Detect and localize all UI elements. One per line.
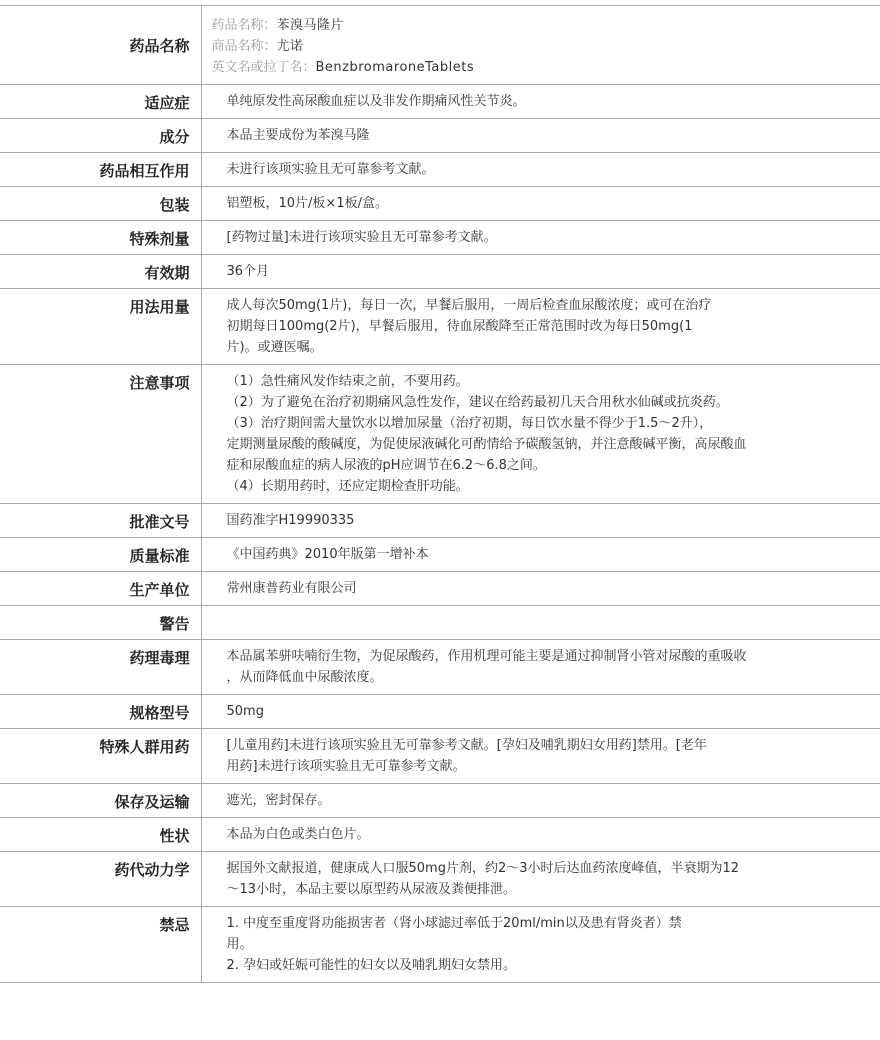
row-label: 适应症: [0, 85, 201, 119]
table-row: [0, 695, 880, 729]
generic-name-line: [212, 15, 871, 36]
row-label: 药代动力学: [0, 852, 201, 907]
row-label: 用法用量: [0, 289, 201, 365]
drug-info-body: [0, 6, 880, 983]
value-line: 50mg: [226, 704, 264, 719]
value-line: 36个月: [226, 264, 270, 279]
row-label: 药品名称: [0, 6, 201, 85]
table-row: [0, 187, 880, 221]
row-value: [201, 85, 880, 119]
trade-name-line: [212, 36, 871, 57]
value-line: （1）急性痛风发作结束之前，不要用药。: [226, 374, 469, 389]
row-value: [201, 504, 880, 538]
row-label: 性状: [0, 818, 201, 852]
row-label: 警告: [0, 606, 201, 640]
english-name-line: [212, 57, 871, 78]
table-row: [0, 852, 880, 907]
table-row: [0, 729, 880, 784]
table-row: [0, 119, 880, 153]
row-value: [201, 606, 880, 640]
row-label: 注意事项: [0, 365, 201, 504]
row-value: [201, 572, 880, 606]
row-value: [201, 289, 880, 365]
row-label: 规格型号: [0, 695, 201, 729]
value-line: 用。: [226, 937, 253, 952]
table-row: [0, 255, 880, 289]
row-value: [201, 640, 880, 695]
value-line: 初期每日100mg(2片)，早餐后服用，待血尿酸降至正常范围时改为每日50mg(1: [226, 319, 693, 334]
table-row: [0, 538, 880, 572]
trade-name-key: 商品名称：: [211, 39, 277, 54]
row-value: [201, 907, 880, 983]
row-label: 成分: [0, 119, 201, 153]
row-value: [201, 818, 880, 852]
row-label: 药理毒理: [0, 640, 201, 695]
row-value: [201, 695, 880, 729]
table-row: [0, 606, 880, 640]
table-row: [0, 289, 880, 365]
generic-name-value: 苯溴马隆片: [276, 18, 345, 33]
row-label: 包装: [0, 187, 201, 221]
value-line: 2. 孕妇或妊娠可能性的妇女以及哺乳期妇女禁用。: [226, 958, 517, 973]
value-line: （4）长期用药时，还应定期检查肝功能。: [226, 479, 469, 494]
row-label: 生产单位: [0, 572, 201, 606]
row-label: 特殊剂量: [0, 221, 201, 255]
value-line: 片)。或遵医嘱。: [226, 340, 323, 355]
value-line: 遮光，密封保存。: [226, 793, 331, 808]
value-line: ，从而降低血中尿酸浓度。: [226, 670, 383, 685]
value-line: 用药]未进行该项实验且无可靠参考文献。: [226, 759, 466, 774]
table-row: [0, 504, 880, 538]
value-line: （2）为了避免在治疗初期痛风急性发作，建议在给药最初几天合用秋水仙碱或抗炎药。: [226, 395, 729, 410]
table-row: [0, 153, 880, 187]
value-line: 铝塑板，10片/板×1板/盒。: [226, 196, 388, 211]
table-row: [0, 85, 880, 119]
value-line: ～13小时，本品主要以原型药从尿液及粪便排泄。: [226, 882, 517, 897]
row-label: 质量标准: [0, 538, 201, 572]
row-value: [201, 729, 880, 784]
value-line: [儿童用药]未进行该项实验且无可靠参考文献。[孕妇及哺乳期妇女用药]禁用。[老年: [226, 738, 707, 753]
value-line: 未进行该项实验且无可靠参考文献。: [226, 162, 435, 177]
value-line: 本品为白色或类白色片。: [226, 827, 370, 842]
value-line: 常州康普药业有限公司: [226, 581, 357, 596]
value-line: （3）治疗期间需大量饮水以增加尿量（治疗初期，每日饮水量不得少于1.5～2升），: [226, 416, 713, 431]
row-value: [201, 187, 880, 221]
drug-names-cell: [201, 6, 880, 85]
row-label: 有效期: [0, 255, 201, 289]
table-row: [0, 365, 880, 504]
row-value: [201, 784, 880, 818]
trade-name-value: 尤诺: [276, 39, 304, 54]
row-label: 禁忌: [0, 907, 201, 983]
row-label: 药品相互作用: [0, 153, 201, 187]
row-value: [201, 852, 880, 907]
table-row: [0, 221, 880, 255]
value-line: 《中国药典》2010年版第一增补本: [226, 547, 429, 562]
value-line: 本品属苯骈呋喃衍生物，为促尿酸药，作用机理可能主要是通过抑制肾小管对尿酸的重吸收: [226, 649, 747, 664]
value-line: 定期测量尿酸的酸碱度，为促使尿液碱化可酌情给予碳酸氢钠，并注意酸碱平衡，高尿酸血: [226, 437, 747, 452]
row-value: [201, 538, 880, 572]
value-line: 症和尿酸血症的病人尿液的pH应调节在6.2～6.8之间。: [226, 458, 546, 473]
value-line: 据国外文献报道，健康成人口服50mg片剂，约2～3小时后达血药浓度峰值，半衰期为12: [226, 861, 740, 876]
value-line: [药物过量]未进行该项实验且无可靠参考文献。: [226, 230, 497, 245]
table-row: [0, 640, 880, 695]
table-row: [0, 784, 880, 818]
english-name-key: 英文名或拉丁名：: [211, 60, 316, 75]
row-value: [201, 365, 880, 504]
english-name-value: BenzbromaroneTablets: [315, 60, 475, 75]
row-value: [201, 255, 880, 289]
row-value: [201, 153, 880, 187]
table-row: [0, 818, 880, 852]
value-line: 国药准字H19990335: [226, 513, 355, 528]
table-row: [0, 907, 880, 983]
generic-name-key: 药品名称：: [211, 18, 277, 33]
row-label: 特殊人群用药: [0, 729, 201, 784]
value-line: 1. 中度至重度肾功能损害者（肾小球滤过率低于20ml/min以及患有肾炎者）禁: [226, 916, 682, 931]
row-label: 保存及运输: [0, 784, 201, 818]
row-drug-name: [0, 6, 880, 85]
table-row: [0, 572, 880, 606]
value-line: 本品主要成份为苯溴马隆: [226, 128, 370, 143]
row-label: 批准文号: [0, 504, 201, 538]
row-value: [201, 221, 880, 255]
value-line: 单纯原发性高尿酸血症以及非发作期痛风性关节炎。: [226, 94, 526, 109]
value-line: 成人每次50mg(1片)，每日一次，早餐后服用，一周后检查血尿酸浓度；或可在治疗: [226, 298, 712, 313]
drug-info-table: [0, 5, 880, 983]
row-value: [201, 119, 880, 153]
